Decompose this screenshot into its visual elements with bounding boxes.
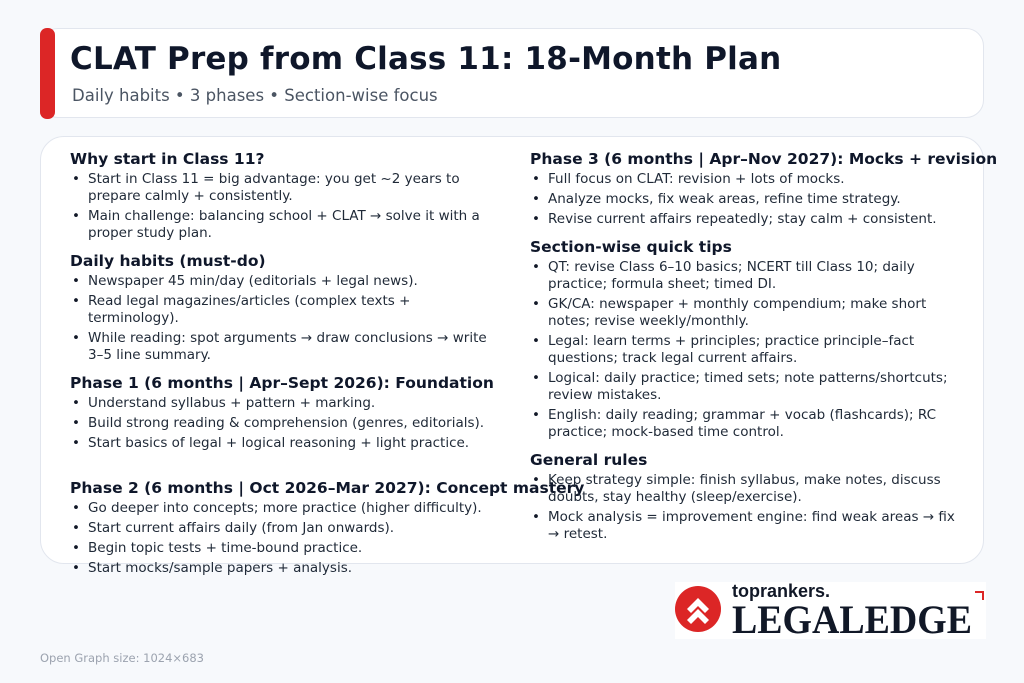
list-item: • Build strong reading & comprehension (genres, editorials). (70, 415, 500, 432)
page-title: CLAT Prep from Class 11: 18-Month Plan (70, 41, 782, 77)
list-item: • Full focus on CLAT: revision + lots of mocks. (530, 171, 970, 188)
section-heading: Phase 1 (6 months | Apr–Sept 2026): Foundation (70, 374, 494, 392)
section-heading: Why start in Class 11? (70, 150, 265, 168)
section-heading: General rules (530, 451, 648, 469)
title-accent-bar (40, 28, 55, 119)
list-item: • Start mocks/sample papers + analysis. (70, 560, 500, 577)
logo-graphic (675, 582, 986, 639)
page-subtitle: Daily habits • 3 phases • Section-wise focus (72, 86, 438, 105)
list-item: • Understand syllabus + pattern + marking. (70, 395, 500, 412)
list-item: • Start current affairs daily (from Jan onwards). (70, 520, 500, 537)
logo-corner-mark (975, 592, 983, 600)
section-daily-habits (70, 252, 500, 367)
list-item: • GK/CA: newspaper + monthly compendium; make short notes; revise weekly/monthly. (530, 296, 970, 330)
list-item: • Newspaper 45 min/day (editorials + legal news). (70, 273, 500, 290)
section-heading: Phase 2 (6 months | Oct 2026–Mar 2027): Concept mastery (70, 479, 585, 497)
list-item: • Main challenge: balancing school + CLAT → solve it with a proper study plan. (70, 208, 500, 242)
og-size-note: Open Graph size: 1024×683 (40, 651, 204, 665)
section-general-rules (530, 451, 970, 546)
section-phase-1 (70, 374, 500, 455)
list-item: • Logical: daily practice; timed sets; note patterns/shortcuts; review mistakes. (530, 370, 970, 404)
section-heading: Section-wise quick tips (530, 238, 732, 256)
list-item: • Analyze mocks, fix weak areas, refine time strategy. (530, 191, 970, 208)
list-item: • Revise current affairs repeatedly; stay calm + consistent. (530, 211, 970, 228)
list-item: • Keep strategy simple: finish syllabus, make notes, discuss doubts, stay healthy (sleep/exercise). (530, 472, 970, 506)
logo-top-text: toprankers. (732, 582, 831, 601)
section-heading: Phase 3 (6 months | Apr–Nov 2027): Mocks + revision (530, 150, 998, 168)
section-heading: Daily habits (must-do) (70, 252, 266, 270)
bullet-list (530, 259, 970, 441)
list-item: • Start in Class 11 = big advantage: you get ~2 years to prepare calmly + consistently. (70, 171, 500, 205)
section-phase-3 (530, 150, 998, 231)
list-item: • Legal: learn terms + principles; practice principle–fact questions; track legal current affairs. (530, 333, 970, 367)
bullet-list (70, 273, 500, 364)
list-item: • Go deeper into concepts; more practice (higher difficulty). (70, 500, 500, 517)
bullet-list (530, 472, 970, 543)
list-item: • Begin topic tests + time-bound practice. (70, 540, 500, 557)
section-section-tips (530, 238, 970, 444)
list-item: • Mock analysis = improvement engine: find weak areas → fix → retest. (530, 509, 970, 543)
section-phase-2 (70, 479, 585, 580)
list-item: • While reading: spot arguments → draw conclusions → write 3–5 line summary. (70, 330, 500, 364)
bullet-list (70, 500, 500, 577)
list-item: • English: daily reading; grammar + vocab (flashcards); RC practice; mock-based time control. (530, 407, 970, 441)
list-item: • Start basics of legal + logical reasoning + light practice. (70, 435, 500, 452)
section-why-start (70, 150, 500, 245)
logo-main-text: LEGALEDGE (732, 597, 972, 639)
bullet-list (70, 395, 500, 452)
toprankers-legaledge-logo (675, 582, 986, 639)
list-item: • Read legal magazines/articles (complex texts + terminology). (70, 293, 500, 327)
bullet-list (530, 171, 970, 228)
bullet-list (70, 171, 500, 242)
list-item: • QT: revise Class 6–10 basics; NCERT till Class 10; daily practice; formula sheet; timed DI. (530, 259, 970, 293)
